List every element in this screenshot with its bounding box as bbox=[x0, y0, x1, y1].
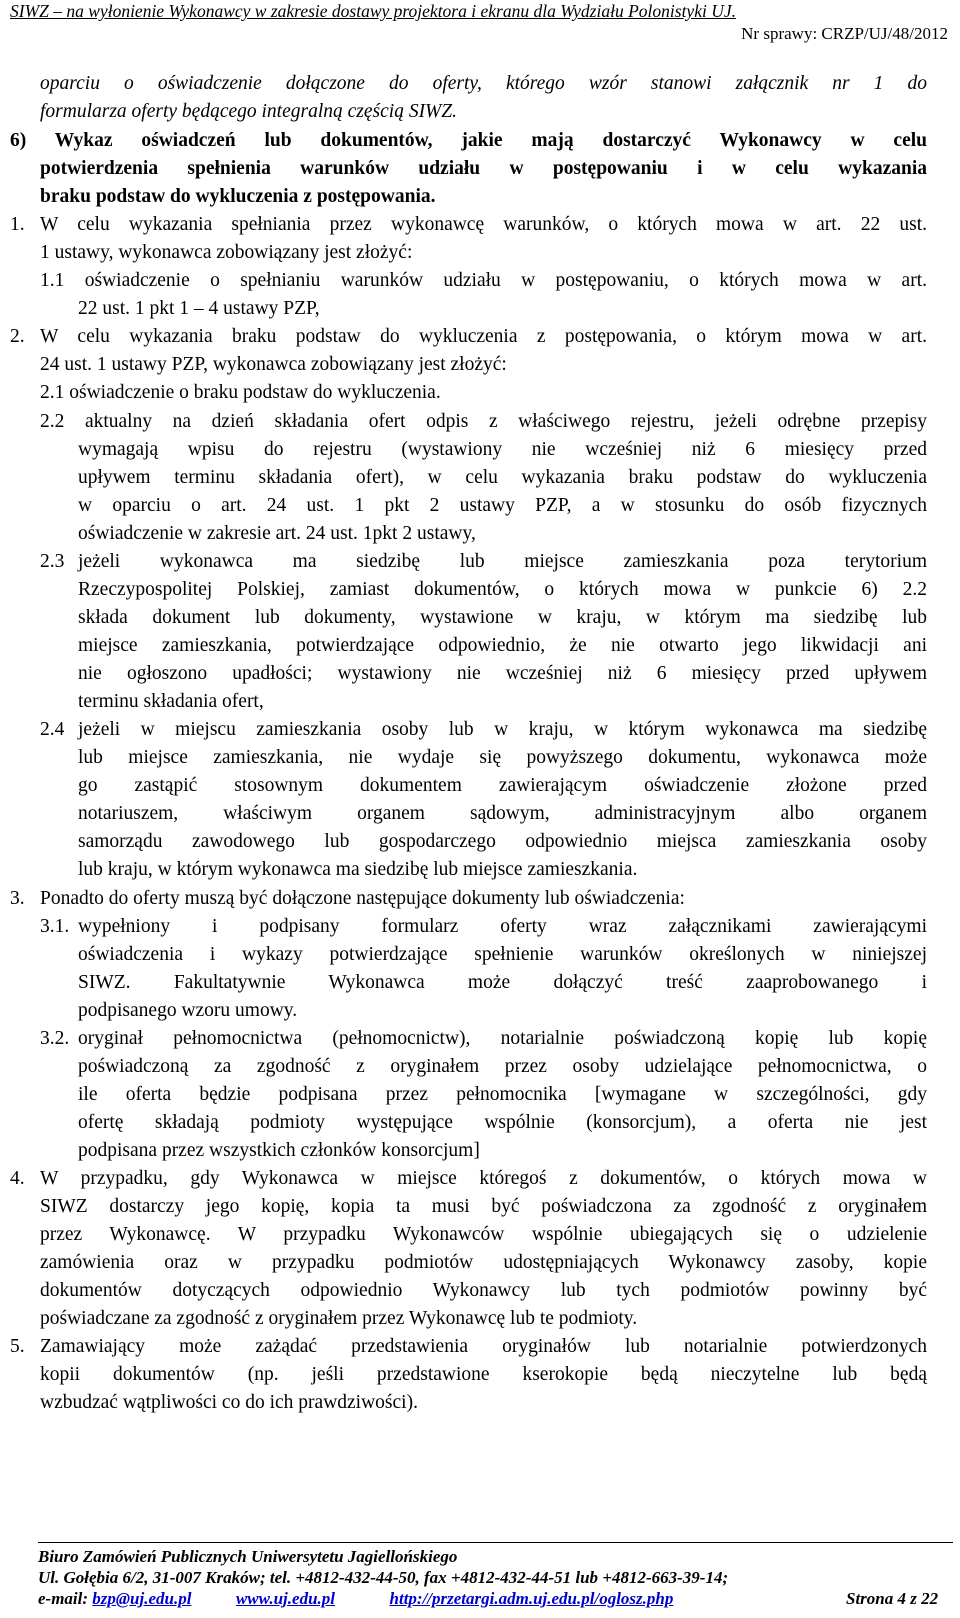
text-line: 1.1 oświadczenie o spełnianiu warunków udziału w postępowaniu, o których mowa w art. bbox=[40, 270, 927, 291]
text-line: lub miejsce zamieszkania, nie wydaje się powyższego dokumentu, wykonawca może bbox=[78, 747, 927, 768]
text-line: Rzeczypospolitej Polskiej, zamiast dokumentów, o których mowa w punkcie 6) 2.2 bbox=[78, 579, 927, 600]
footer-address: Ul. Gołębia 6/2, 31-007 Kraków; tel. +4812-432-44-50, fax +4812-432-44-51 lub +4812-663-39-14; bbox=[38, 1568, 729, 1587]
text-line: W celu wykazania braku podstaw do wykluczenia z postępowania, o którym mowa w art. bbox=[40, 326, 927, 347]
footer-website-link[interactable]: www.uj.edu.pl bbox=[235, 1589, 336, 1608]
text-line: wypełniony i podpisany formularz oferty wraz załącznikami zawierającymi bbox=[78, 916, 927, 937]
text-line: 3. bbox=[10, 888, 25, 909]
text-line: oparciu o oświadczenie dołączone do oferty, którego wzór stanowi załącznik nr 1 do bbox=[40, 73, 927, 94]
text-line: 1 ustawy, wykonawca zobowiązany jest złożyć: bbox=[40, 242, 413, 263]
text-line: 6) Wykaz oświadczeń lub dokumentów, jakie mają dostarczyć Wykonawcy w celu bbox=[10, 130, 927, 151]
text-line: 4. bbox=[10, 1168, 25, 1189]
text-line: 2.3 bbox=[40, 551, 65, 572]
text-line: podpisana przez wszystkich członków konsorcjum] bbox=[78, 1140, 480, 1161]
text-line: braku podstaw do wykluczenia z postępowania. bbox=[40, 186, 436, 207]
text-line: formularza oferty będącego integralną częścią SIWZ. bbox=[40, 101, 458, 122]
footer-tender-link[interactable]: http://przetargi.adm.uj.edu.pl/oglosz.php bbox=[389, 1589, 674, 1608]
text-line: wymagają wpisu do rejestru (wystawiony nie wcześniej niż 6 miesięcy przed bbox=[78, 439, 927, 460]
text-line: dokumentów dotyczących odpowiednio Wykonawcy lub tych podmiotów powinny być bbox=[40, 1280, 927, 1301]
text-line: W celu wykazania spełniania przez wykonawcę warunków, o których mowa w art. 22 ust. bbox=[40, 214, 927, 235]
text-line: w oparciu o art. 24 ust. 1 pkt 2 ustawy PZP, a w stosunku do osób fizycznych bbox=[78, 495, 927, 516]
page-number: Strona 4 z 22 bbox=[846, 1589, 939, 1608]
text-line: 2.2 aktualny na dzień składania ofert odpis z właściwego rejestru, jeżeli odrębne przepisy bbox=[40, 411, 927, 432]
text-line: jeżeli wykonawca ma siedzibę lub miejsce zamieszkania poza terytorium bbox=[78, 551, 927, 572]
text-line: oryginał pełnomocnictwa (pełnomocnictw), notarialnie poświadczoną kopię lub kopię bbox=[78, 1028, 927, 1049]
text-line: miejsce zamieszkania, potwierdzające odpowiednio, że nie otwarto jego likwidacji ani bbox=[78, 635, 927, 656]
document-header-title: SIWZ – na wyłonienie Wykonawcy w zakresie dostawy projektora i ekranu dla Wydziału Polonistyki UJ. bbox=[10, 1, 736, 21]
text-line: wzbudzać wątpliwości co do ich prawdziwości). bbox=[40, 1392, 418, 1413]
footer-divider bbox=[38, 1542, 953, 1543]
text-line: 22 ust. 1 pkt 1 – 4 ustawy PZP, bbox=[78, 298, 320, 319]
text-line: W przypadku, gdy Wykonawca w miejsce któregoś z dokumentów, o których mowa w bbox=[40, 1168, 927, 1189]
text-line: zamówienia oraz w przypadku podmiotów udostępniających Wykonawcy zasoby, kopie bbox=[40, 1252, 927, 1273]
text-line: SIWZ. Fakultatywnie Wykonawca może dołączyć treść zaaprobowanego i bbox=[78, 972, 927, 993]
text-line: potwierdzenia spełnienia warunków udziału w postępowaniu i w celu wykazania bbox=[40, 158, 927, 179]
text-line: upływem terminu składania ofert), w celu wykazania braku podstaw do wykluczenia bbox=[78, 467, 927, 488]
footer-email-link[interactable]: bzp@uj.edu.pl bbox=[92, 1589, 192, 1608]
text-line: lub kraju, w którym wykonawca ma siedzibę lub miejsce zamieszkania. bbox=[78, 859, 638, 880]
text-line: ile oferta będzie podpisana przez pełnomocnika [wymagane w szczególności, gdy bbox=[78, 1084, 927, 1105]
text-line: Zamawiający może zażądać przedstawienia oryginałów lub notarialnie potwierdzonych bbox=[40, 1336, 927, 1357]
case-number: Nr sprawy: CRZP/UJ/48/2012 bbox=[741, 24, 948, 43]
text-line: ofertę składają podmioty występujące wspólnie (konsorcjum), a oferta nie jest bbox=[78, 1112, 927, 1133]
text-line: 2.1 oświadczenie o braku podstaw do wykluczenia. bbox=[40, 382, 441, 403]
text-line: 2.4 bbox=[40, 719, 65, 740]
text-line: przez Wykonawcę. W przypadku Wykonawców wspólnie ubiegających się o udzielenie bbox=[40, 1224, 927, 1245]
text-line: go zastąpić stosownym dokumentem zawierającym oświadczenie złożone przed bbox=[78, 775, 927, 796]
footer-office: Biuro Zamówień Publicznych Uniwersytetu Jagiellońskiego bbox=[38, 1547, 458, 1566]
text-line: terminu składania ofert, bbox=[78, 691, 264, 712]
text-line: poświadczane za zgodność z oryginałem przez Wykonawcę lub te podmioty. bbox=[40, 1308, 638, 1329]
text-line: 5. bbox=[10, 1336, 25, 1357]
text-line: SIWZ dostarczy jego kopię, kopia ta musi być poświadczona za zgodność z oryginałem bbox=[40, 1196, 927, 1217]
text-line: poświadczoną za zgodność z oryginałem przez osoby udzielające pełnomocnictwa, o bbox=[78, 1056, 927, 1077]
text-line: 3.2. bbox=[40, 1028, 70, 1049]
text-line: podpisanego wzoru umowy. bbox=[78, 1000, 298, 1021]
text-line: składa dokument lub dokumenty, wystawione w kraju, w którym ma siedzibę lub bbox=[78, 607, 927, 628]
text-line: 2. bbox=[10, 326, 25, 347]
text-line: nie ogłoszono upadłości; wystawiony nie wcześniej niż 6 miesięcy przed upływem bbox=[78, 663, 927, 684]
text-line: 1. bbox=[10, 214, 25, 235]
text-line: jeżeli w miejscu zamieszkania osoby lub w kraju, w którym wykonawca ma siedzibę bbox=[78, 719, 927, 740]
text-line: oświadczenie w zakresie art. 24 ust. 1pkt 2 ustawy, bbox=[78, 523, 476, 544]
text-line: oświadczenia i wykazy potwierdzające spełnienie warunków określonych w niniejszej bbox=[78, 944, 927, 965]
footer-email-label: e-mail: bbox=[38, 1589, 89, 1608]
footer-contacts bbox=[38, 1589, 953, 1609]
text-line: samorządu zawodowego lub gospodarczego odpowiednio miejsca zamieszkania osoby bbox=[78, 831, 927, 852]
text-line: kopii dokumentów (np. jeśli przedstawione kserokopie będą nieczytelne lub będą bbox=[40, 1364, 927, 1385]
text-line: 24 ust. 1 ustawy PZP, wykonawca zobowiązany jest złożyć: bbox=[40, 354, 507, 375]
text-line: Ponadto do oferty muszą być dołączone następujące dokumenty lub oświadczenia: bbox=[40, 888, 685, 909]
text-line: notariuszem, właściwym organem sądowym, administracyjnym albo organem bbox=[78, 803, 927, 824]
text-line: 3.1. bbox=[40, 916, 70, 937]
